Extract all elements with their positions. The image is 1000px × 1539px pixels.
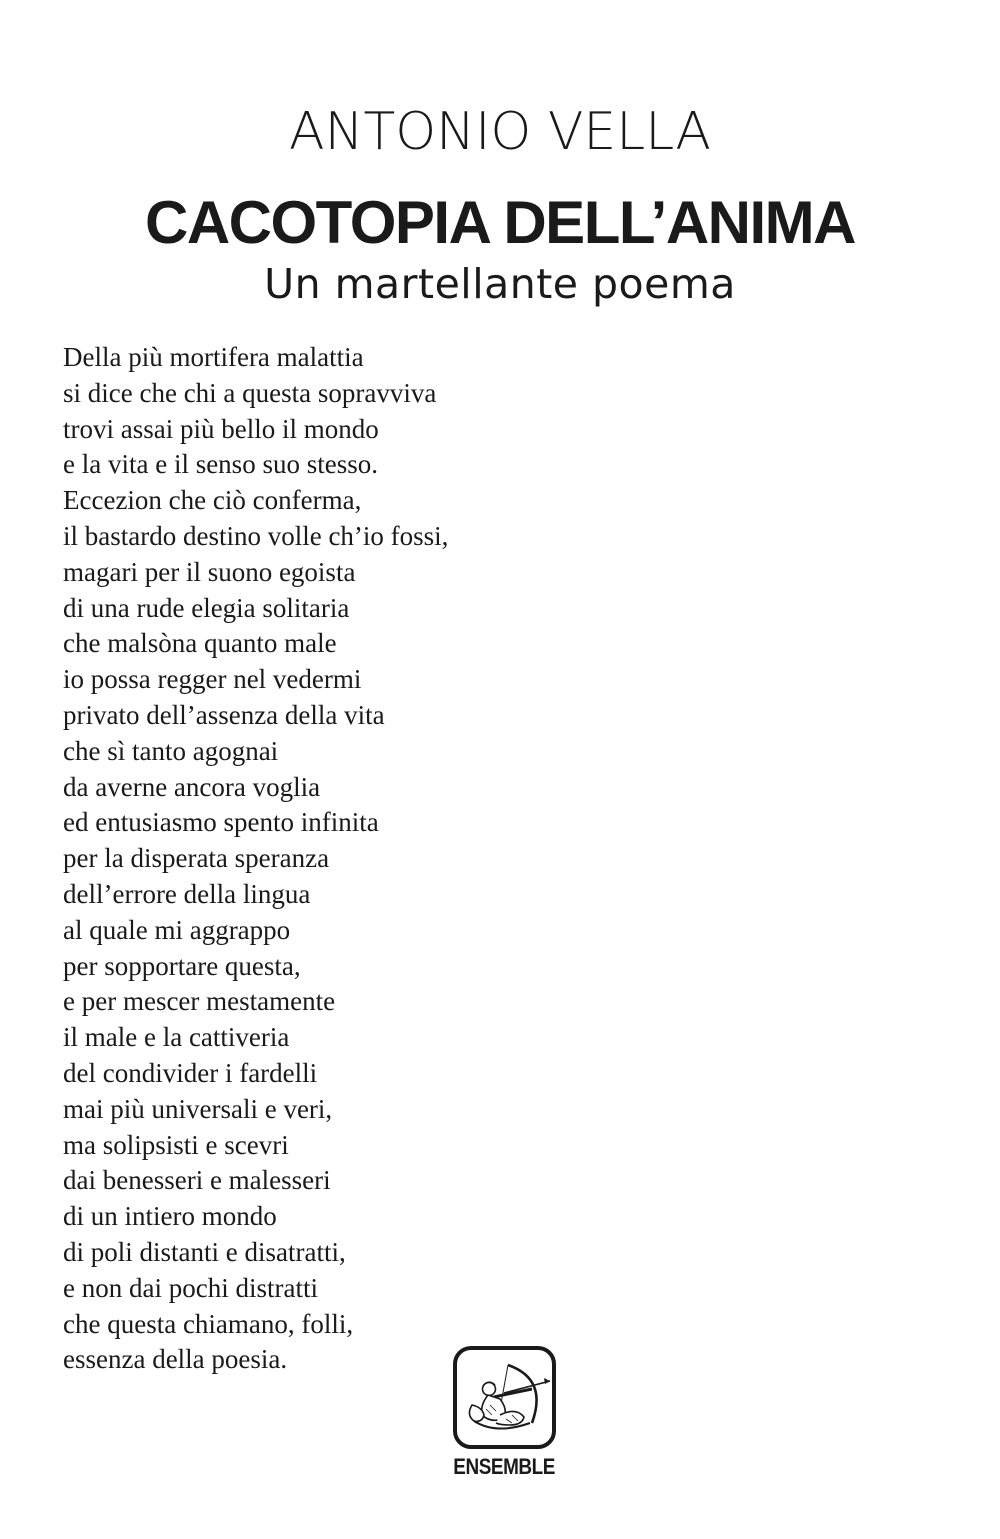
poem-line: ed entusiasmo spento infinita — [63, 807, 379, 838]
poem-line: che sì tanto agognai — [63, 735, 279, 766]
poem-line: da averne ancora voglia — [63, 771, 321, 802]
author-name: ANTONIO VELLA — [289, 102, 711, 162]
poem-line: privato dell’assenza della vita — [63, 699, 385, 730]
poem-line: del condivider i fardelli — [63, 1057, 318, 1088]
poem-line: il male e la cattiveria — [63, 1022, 290, 1053]
poem-line: mai più universali e veri, — [63, 1093, 333, 1124]
poem-line: per la disperata speranza — [63, 843, 330, 874]
poem-line: per sopportare questa, — [63, 950, 301, 981]
archer-icon — [460, 1353, 550, 1443]
poem-line: che questa chiamano, folli, — [63, 1308, 354, 1339]
poem-line: Della più mortifera malattia — [63, 342, 364, 372]
poem-line: essenza della poesia. — [63, 1344, 288, 1375]
publisher-logo — [449, 1346, 560, 1480]
poem-line: dell’errore della lingua — [63, 878, 311, 909]
poem-line: al quale mi aggrappo — [63, 914, 291, 945]
poem-line: Eccezion che ciò conferma, — [63, 485, 362, 516]
poem-line: si dice che chi a questa sopravviva — [63, 377, 437, 408]
poem-line: che malsòna quanto male — [63, 628, 337, 659]
poem-line: trovi assai più bello il mondo — [63, 413, 379, 444]
poem-line: di un intiero mondo — [63, 1201, 277, 1232]
poem-line: di poli distanti e disatratti, — [63, 1236, 346, 1267]
publisher-name: ENSEMBLE — [453, 1454, 556, 1479]
poem-line: ma solipsisti e scevri — [63, 1129, 289, 1160]
poem-line: io possa regger nel vedermi — [63, 664, 362, 695]
poem-line: magari per il suono egoista — [63, 556, 356, 587]
poem-line: e la vita e il senso suo stesso. — [63, 449, 378, 480]
poem-text — [63, 340, 448, 1378]
poem-line: dai benesseri e malesseri — [63, 1165, 331, 1196]
poem-line: e per mescer mestamente — [63, 986, 336, 1017]
book-title: CACOTOPIA DELL’ANIMA — [144, 189, 855, 256]
poem-line: di una rude elegia solitaria — [63, 592, 350, 623]
book-subtitle: Un martellante poema — [264, 260, 736, 308]
poem-line: il bastardo destino volle ch’io fossi, — [63, 520, 449, 551]
poem-line: e non dai pochi distratti — [63, 1272, 318, 1303]
logo-frame — [453, 1346, 556, 1449]
